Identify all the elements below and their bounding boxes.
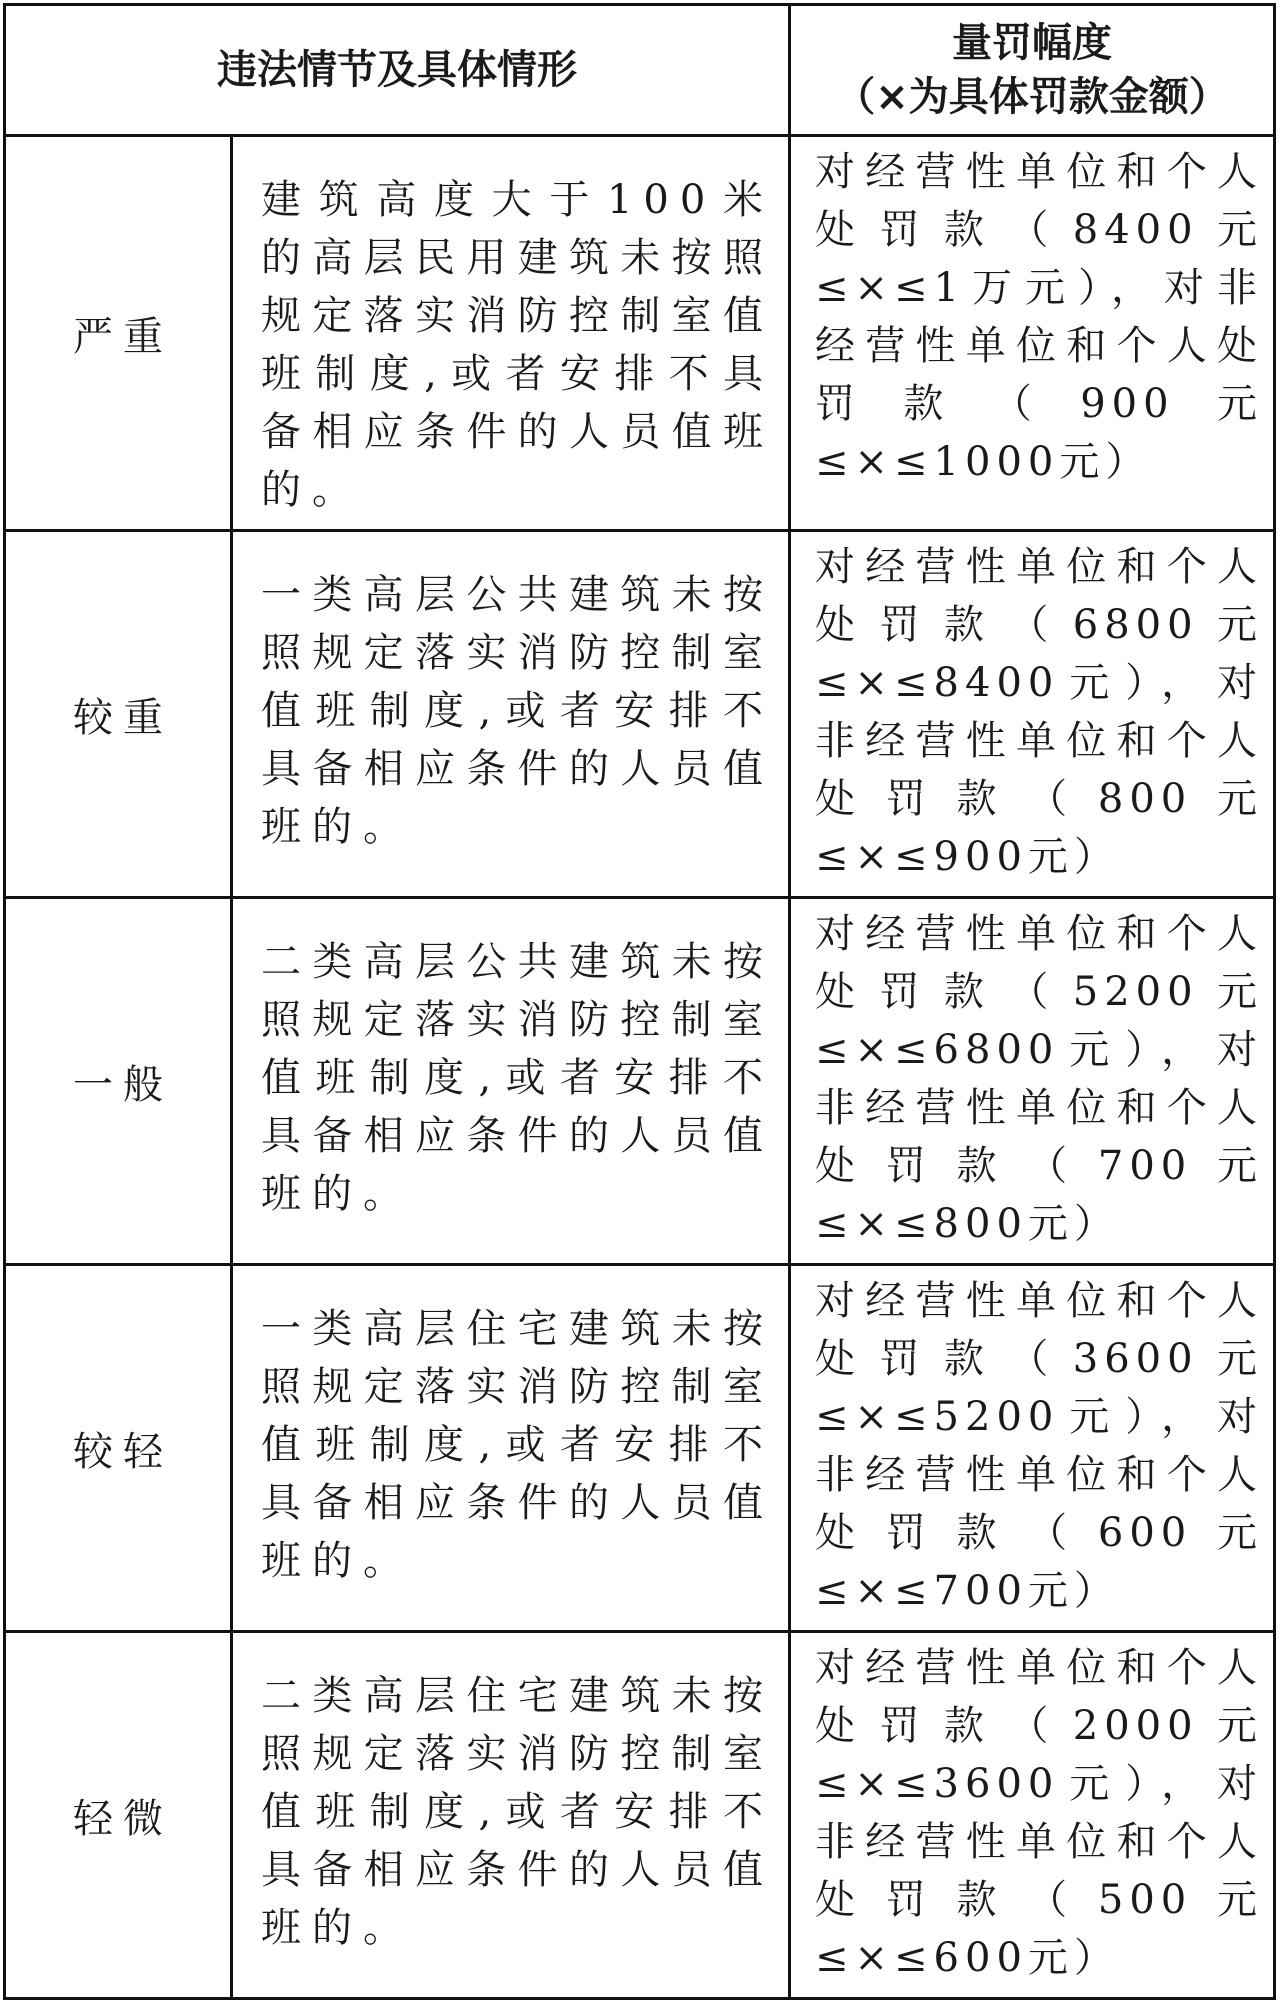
penalty-cell: 对经营性单位和个人处罚款（2000元≤×≤3600元），对非经营性单位和个人处罚款（500元≤×≤600元） bbox=[790, 1632, 1275, 1999]
penalty-cell: 对经营性单位和个人处罚款（5200元≤×≤6800元），对非经营性单位和个人处罚款（700元≤×≤800元） bbox=[790, 898, 1275, 1265]
situation-cell bbox=[232, 898, 790, 1265]
level-cell: 一般 bbox=[5, 898, 232, 1265]
situation-cell bbox=[232, 136, 790, 531]
situation-text: 建筑高度大于100米的高层民用建筑未按照规定落实消防控制室值班制度,或者安排不具备相应条件的人员值班的。 bbox=[261, 177, 774, 513]
level-cell: 轻微 bbox=[5, 1632, 232, 1999]
table-row bbox=[5, 136, 1275, 531]
level-cell: 严重 bbox=[5, 136, 232, 531]
situation-text: 一类高层住宅建筑未按照规定落实消防控制室值班制度,或者安排不具备相应条件的人员值班的。 bbox=[261, 1306, 774, 1584]
level-cell: 较轻 bbox=[5, 1265, 232, 1632]
table-row bbox=[5, 898, 1275, 1265]
situation-cell bbox=[232, 1265, 790, 1632]
situation-text: 一类高层公共建筑未按照规定落实消防控制室值班制度,或者安排不具备相应条件的人员值班的。 bbox=[261, 572, 774, 850]
situation-text: 二类高层住宅建筑未按照规定落实消防控制室值班制度,或者安排不具备相应条件的人员值班的。 bbox=[261, 1673, 774, 1951]
penalty-cell: 对经营性单位和个人处罚款（6800元≤×≤8400元），对非经营性单位和个人处罚款（800元≤×≤900元） bbox=[790, 531, 1275, 898]
situation-cell bbox=[232, 1632, 790, 1999]
situation-cell bbox=[232, 531, 790, 898]
penalty-cell: 对经营性单位和个人处罚款（8400元≤×≤1万元），对非经营性单位和个人处罚款（900元≤×≤1000元） bbox=[790, 136, 1275, 531]
table-row bbox=[5, 1632, 1275, 1999]
table-row bbox=[5, 1265, 1275, 1632]
situation-text: 二类高层公共建筑未按照规定落实消防控制室值班制度,或者安排不具备相应条件的人员值班的。 bbox=[261, 939, 774, 1217]
header-penalty bbox=[790, 5, 1275, 136]
table-row bbox=[5, 531, 1275, 898]
header-situation: 违法情节及具体情形 bbox=[5, 5, 790, 136]
level-cell: 较重 bbox=[5, 531, 232, 898]
penalty-cell: 对经营性单位和个人处罚款（3600元≤×≤5200元），对非经营性单位和个人处罚款（600元≤×≤700元） bbox=[790, 1265, 1275, 1632]
header-penalty-title: 量罚幅度 bbox=[952, 20, 1112, 66]
header-penalty-note: （×为具体罚款金额） bbox=[835, 74, 1229, 120]
table-header-row bbox=[5, 5, 1275, 136]
penalty-table bbox=[3, 3, 1276, 2000]
